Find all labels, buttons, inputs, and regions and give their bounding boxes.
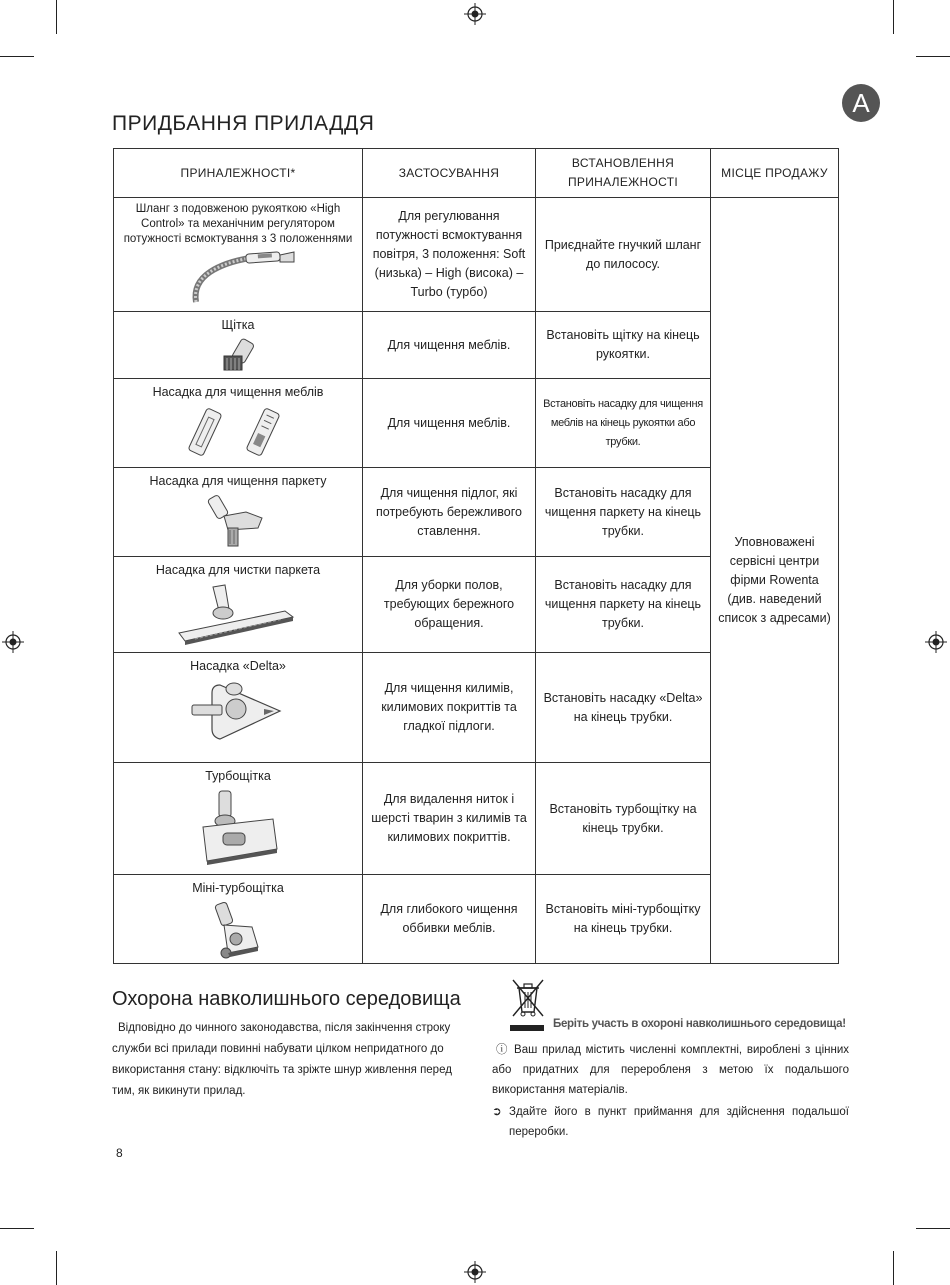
crossed-bin-icon xyxy=(510,978,546,1018)
accessory-cell xyxy=(114,468,363,557)
registration-mark-icon xyxy=(464,3,486,25)
sale-place-cell: Уповноважені сервісні центри фірми Rowenta (див. наведений список з адресами) xyxy=(711,198,839,964)
accessory-name: Турбощітка xyxy=(205,769,271,783)
install-cell: Встановіть насадку для чищення меблів на кінець рукоятки або трубки. xyxy=(536,379,711,468)
accessory-name: Щітка xyxy=(221,318,255,332)
furniture-nozzle-icon xyxy=(183,405,293,457)
bin-underline-bar xyxy=(510,1025,544,1031)
install-cell: Приєднайте гнучкий шланг до пилососу. xyxy=(536,198,711,312)
accessory-cell xyxy=(114,763,363,875)
crop-mark xyxy=(916,1228,950,1229)
usage-cell: Для регулювання потужності всмоктування повітря, 3 положення: Soft (низька) – High (висока) – Turbo (турбо) xyxy=(363,198,536,312)
accessory-cell xyxy=(114,379,363,468)
accessory-name: Насадка для чищення паркету xyxy=(149,474,327,488)
accessory-cell xyxy=(114,557,363,653)
crop-mark xyxy=(916,56,950,57)
header-accessories: ПРИНАЛЕЖНОСТІ* xyxy=(114,149,363,198)
environment-title: Охорона навколишнього середовища xyxy=(112,988,461,1010)
crop-mark xyxy=(56,0,57,34)
install-cell: Встановіть турбощітку на кінець трубки. xyxy=(536,763,711,875)
usage-cell: Для чищення меблів. xyxy=(363,379,536,468)
accessories-table xyxy=(113,148,839,964)
mini-turbo-brush-icon xyxy=(208,901,268,961)
hose-handle-icon xyxy=(178,250,298,306)
arrow-text: Здайте його в пункт приймання для здійснення подальшої переробки. xyxy=(509,1106,849,1138)
environment-left-text xyxy=(112,1018,467,1102)
usage-cell: Для чищення меблів. xyxy=(363,312,536,379)
accessory-name: Насадка для чистки паркета xyxy=(155,563,321,577)
turbo-brush-icon xyxy=(193,789,283,867)
accessory-cell xyxy=(114,875,363,964)
environment-paragraph: Відповідно до чинного законодавства, після закінчення строку служби всі прилади повинні набувати цілком непридатного до використання стану: відключіть та зріжте шнур живлення перед тим, як викинути прилад. xyxy=(112,1022,452,1097)
usage-cell: Для видалення ниток і шерсті тварин з килимів та килимових покриттів. xyxy=(363,763,536,875)
registration-mark-icon xyxy=(925,631,947,653)
accessory-name: Насадка «Delta» xyxy=(190,659,286,673)
info-icon: ⓘ xyxy=(496,1044,510,1056)
install-cell: Встановіть насадку для чищення паркету на кінець трубки. xyxy=(536,468,711,557)
usage-cell: Для чищення підлог, які потребують бережливого ставлення. xyxy=(363,468,536,557)
delta-nozzle-icon xyxy=(190,679,286,743)
arrow-paragraph xyxy=(492,1102,849,1142)
install-cell: Встановіть насадку для чищення паркету на кінець трубки. xyxy=(536,557,711,653)
crop-mark xyxy=(0,56,34,57)
parquet-nozzle-icon xyxy=(206,494,270,550)
accessory-name: Шланг з подовженою рукояткою «High Control» та механічним регулятором потужності всмоктування з 3 положеннями xyxy=(123,203,353,245)
accessory-name: Насадка для чищення меблів xyxy=(152,385,324,399)
install-cell: Встановіть щітку на кінець рукоятки. xyxy=(536,312,711,379)
registration-mark-icon xyxy=(2,631,24,653)
crop-mark xyxy=(893,0,894,34)
crop-mark xyxy=(893,1251,894,1285)
accessory-cell xyxy=(114,312,363,379)
table-row xyxy=(114,198,839,312)
table-header-row xyxy=(114,149,839,198)
parquet-brush-icon xyxy=(175,583,301,647)
accessory-cell xyxy=(114,198,363,312)
crop-mark xyxy=(0,1228,34,1229)
page-title: ПРИДБАННЯ ПРИЛАДДЯ xyxy=(112,112,375,135)
install-cell: Встановіть міні-турбощітку на кінець трубки. xyxy=(536,875,711,964)
crop-mark xyxy=(56,1251,57,1285)
info-text: Ваш прилад містить численні комплектні, вироблені з цінних або придатних для переробленя з метою їх подальшого використання матеріалів. xyxy=(492,1044,850,1096)
header-usage: ЗАСТОСУВАННЯ xyxy=(363,149,536,198)
arrow-icon: ➲ xyxy=(492,1106,502,1118)
environment-heading: Беріть участь в охороні навколишнього середовища! xyxy=(553,1018,846,1030)
environment-right-text xyxy=(492,1040,849,1144)
header-sale-place: МІСЦЕ ПРОДАЖУ xyxy=(711,149,839,198)
language-badge: A xyxy=(842,84,880,122)
accessory-cell xyxy=(114,653,363,763)
info-paragraph xyxy=(492,1040,849,1100)
usage-cell: Для уборки полов, требующих бережного обращения. xyxy=(363,557,536,653)
usage-cell: Для чищення килимів, килимових покриттів та гладкої підлоги. xyxy=(363,653,536,763)
page-number: 8 xyxy=(116,1146,123,1160)
install-cell: Встановіть насадку «Delta» на кінець трубки. xyxy=(536,653,711,763)
accessory-name: Міні-турбощітка xyxy=(192,881,284,895)
usage-cell: Для глибокого чищення оббивки меблів. xyxy=(363,875,536,964)
header-installation: ВСТАНОВЛЕННЯ ПРИНАЛЕЖНОСТІ xyxy=(536,149,711,198)
brush-icon xyxy=(218,338,258,374)
registration-mark-icon xyxy=(464,1261,486,1283)
